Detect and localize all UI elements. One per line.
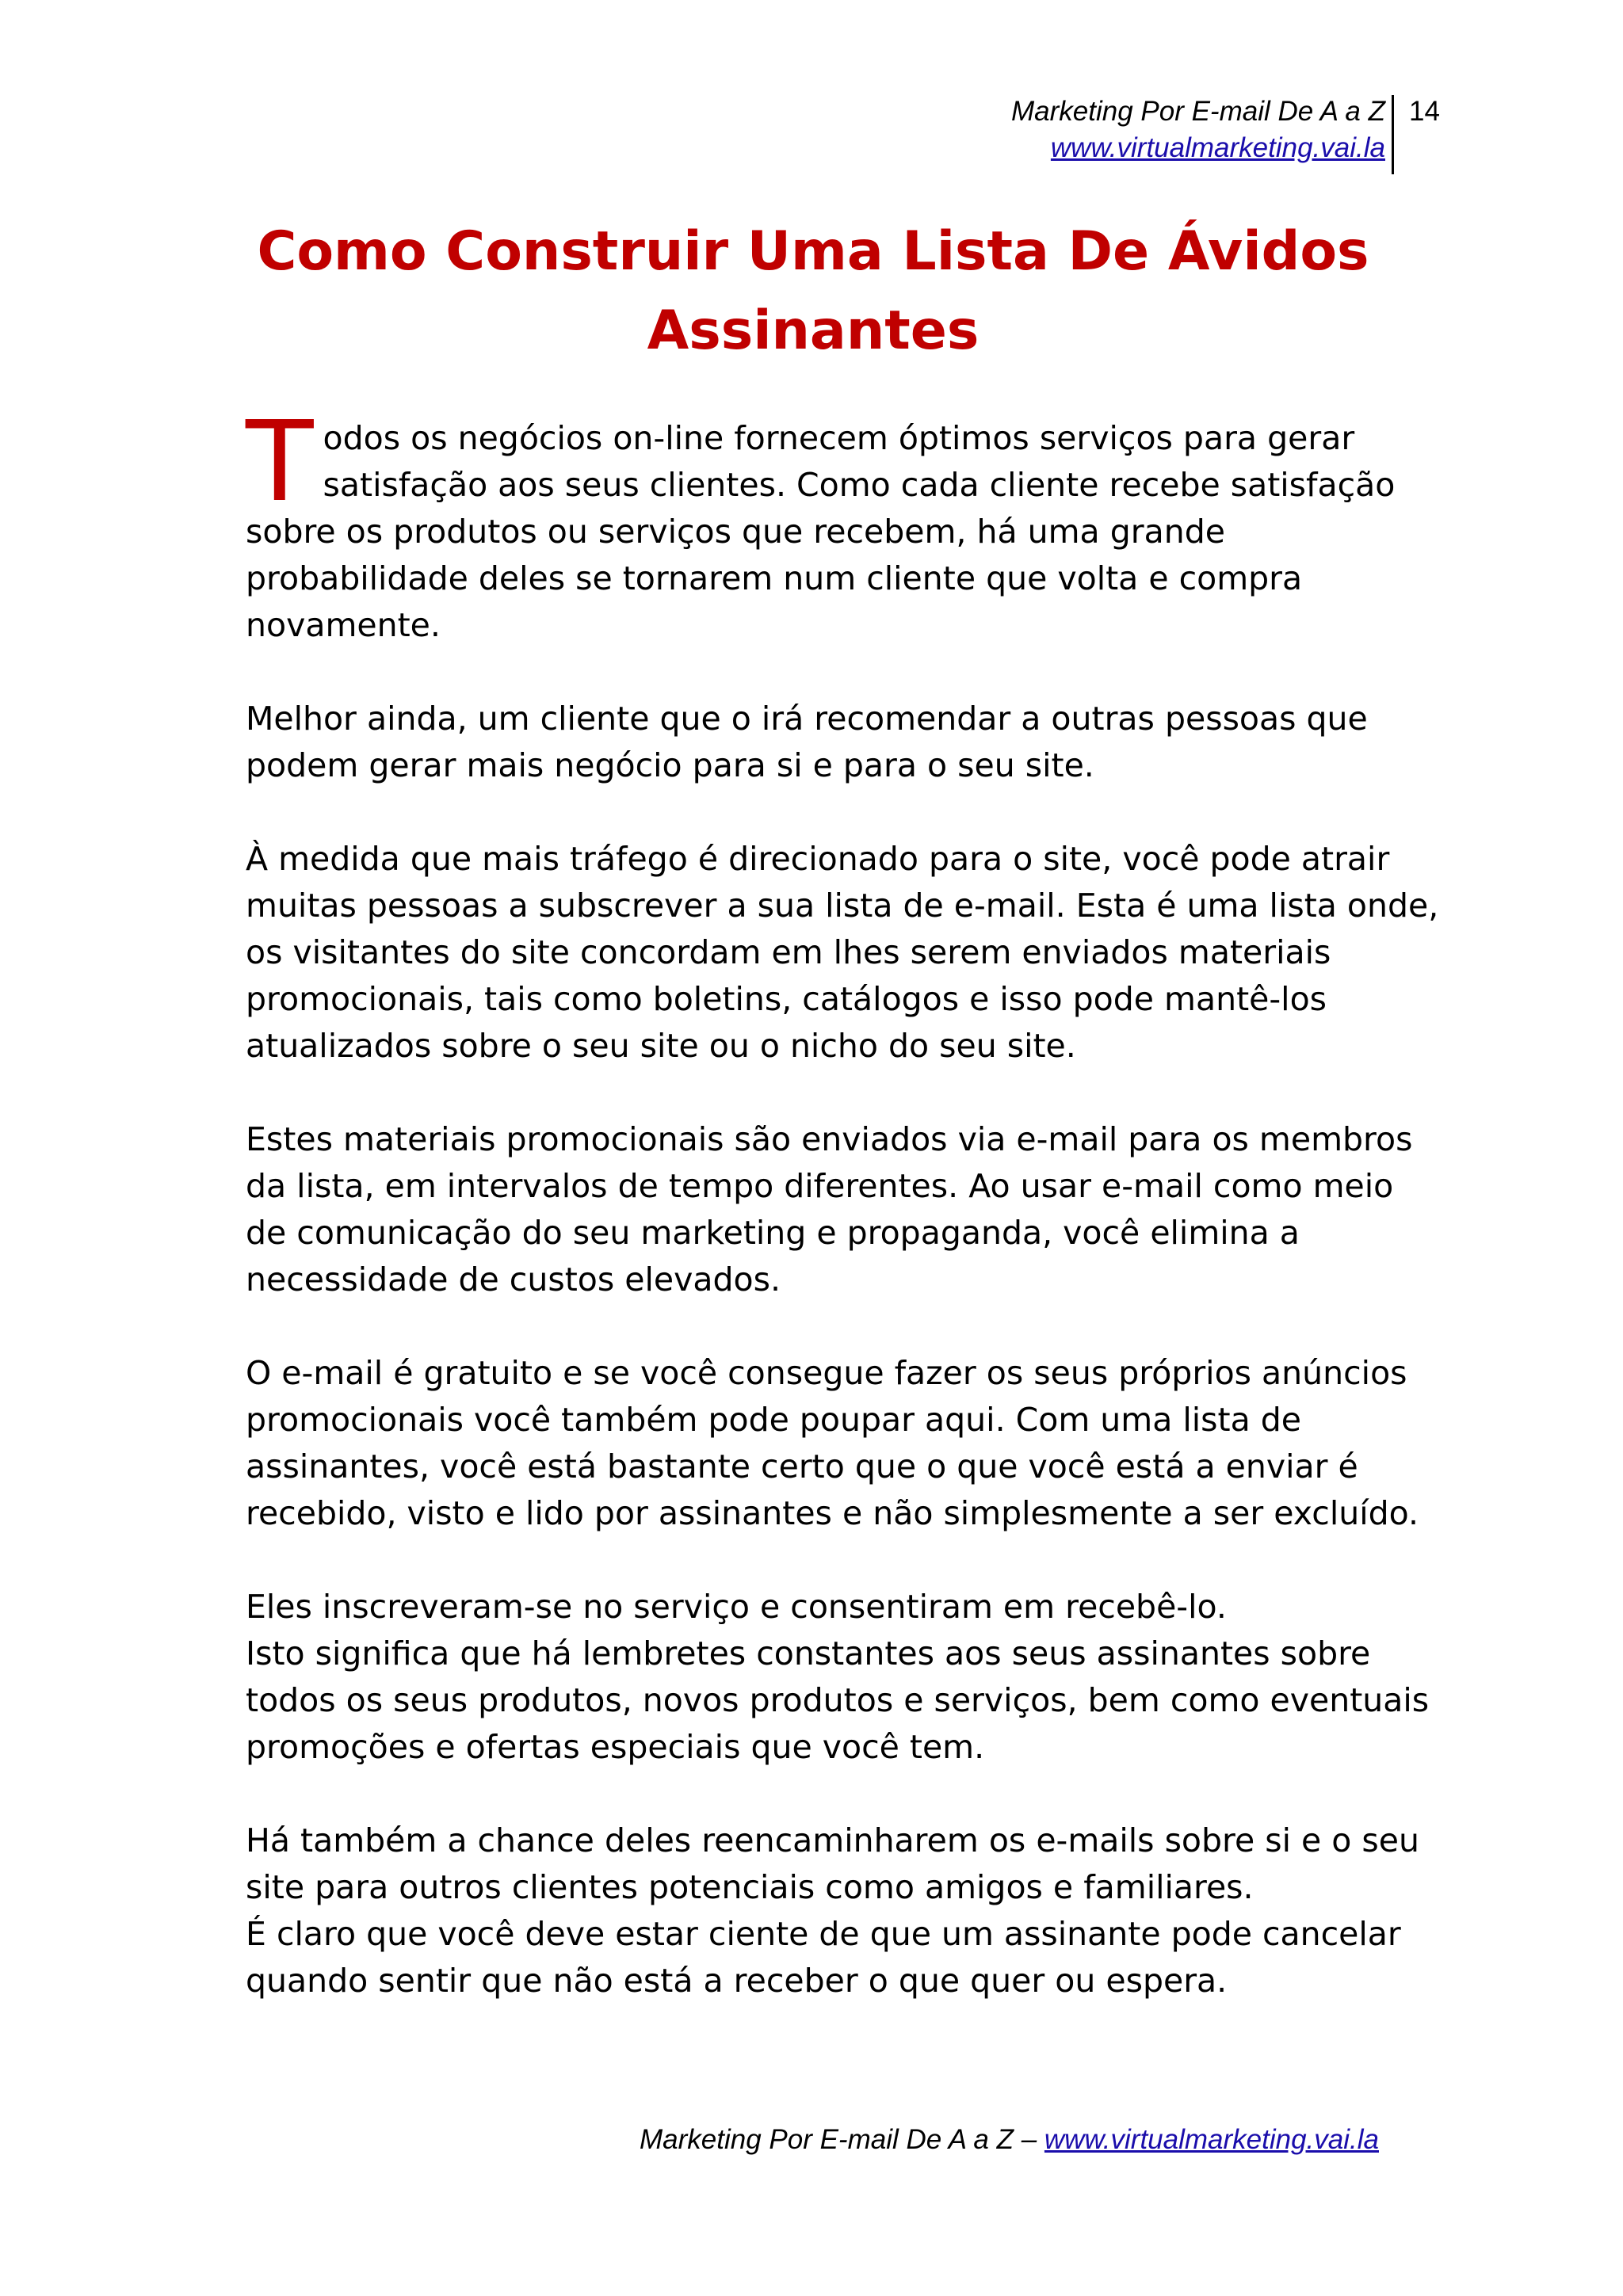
title-line-2: Assinantes <box>647 299 980 362</box>
paragraph <box>246 1817 1419 2004</box>
text-line: quando sentir que não está a receber o que quer ou espera. <box>246 1962 1228 2000</box>
text-line: promoções e ofertas especiais que você tem. <box>246 1728 985 1766</box>
paragraph <box>246 1116 1413 1303</box>
paragraph <box>246 1584 1430 1771</box>
text-line: todos os seus produtos, novos produtos e serviços, bem como eventuais <box>246 1681 1430 1719</box>
text-line: recebido, visto e lido por assinantes e não simplesmente a ser excluído. <box>246 1494 1419 1532</box>
text-line: necessidade de custos elevados. <box>246 1261 781 1299</box>
text-line: Há também a chance deles reencaminharem os e-mails sobre si e o seu <box>246 1821 1419 1859</box>
text-line: site para outros clientes potenciais como amigos e familiares. <box>246 1868 1254 1906</box>
paragraph <box>246 1350 1419 1537</box>
drop-cap: T <box>246 398 314 527</box>
page-title <box>246 212 1381 371</box>
text-line: Eles inscreveram-se no serviço e consentiram em recebê-lo. <box>246 1588 1227 1626</box>
paragraph <box>246 398 1396 649</box>
text-line: À medida que mais tráfego é direcionado para o site, você pode atrair <box>246 840 1390 878</box>
paragraph <box>246 696 1387 789</box>
page-footer <box>640 2122 1379 2158</box>
text-line: atualizados sobre o seu site ou o nicho do seu site. <box>246 1027 1076 1065</box>
text-line: satisfação aos seus clientes. Como cada cliente recebe satisfação <box>323 466 1396 504</box>
text-line: promocionais, tais como boletins, catálogos e isso pode mantê-los <box>246 980 1327 1018</box>
text-line: probabilidade deles se tornarem num cliente que volta e compra <box>246 559 1303 597</box>
text-line: assinantes, você está bastante certo que o que você está a enviar é <box>246 1447 1358 1486</box>
footer-text: Marketing Por E-mail De A a Z – <box>640 2124 1044 2155</box>
text-line: É claro que você deve estar ciente de que um assinante pode cancelar <box>246 1915 1401 1953</box>
text-line: Isto significa que há lembretes constantes aos seus assinantes sobre <box>246 1634 1371 1672</box>
header-title: Marketing Por E-mail De A a Z <box>1011 96 1385 127</box>
text-line: os visitantes do site concordam em lhes serem enviados materiais <box>246 933 1331 971</box>
title-line-1: Como Construir Uma Lista De Ávidos <box>257 220 1369 283</box>
text-line: sobre os produtos ou serviços que recebem, há uma grande <box>246 513 1225 551</box>
body-text <box>246 398 1439 2051</box>
header-link[interactable]: www.virtualmarketing.vai.la <box>1050 132 1385 163</box>
text-line: Estes materiais promocionais são enviados via e-mail para os membros <box>246 1120 1413 1158</box>
text-line: O e-mail é gratuito e se você consegue fazer os seus próprios anúncios <box>246 1354 1407 1392</box>
text-line: muitas pessoas a subscrever a sua lista de e-mail. Esta é uma lista onde, <box>246 887 1439 925</box>
text-line: podem gerar mais negócio para si e para o seu site. <box>246 746 1094 784</box>
text-line: odos os negócios on-line fornecem óptimos serviços para gerar <box>323 419 1355 457</box>
text-line: de comunicação do seu marketing e propaganda, você elimina a <box>246 1214 1300 1252</box>
text-line: Melhor ainda, um cliente que o irá recomendar a outras pessoas que <box>246 700 1368 738</box>
text-line: da lista, em intervalos de tempo diferentes. Ao usar e-mail como meio <box>246 1167 1394 1205</box>
page-header <box>1011 93 1385 166</box>
header-divider <box>1392 95 1394 174</box>
page-number: 14 <box>1409 96 1440 127</box>
paragraph <box>246 836 1439 1070</box>
text-line: novamente. <box>246 606 441 644</box>
footer-link[interactable]: www.virtualmarketing.vai.la <box>1044 2124 1379 2155</box>
text-line: promocionais você também pode poupar aqui. Com uma lista de <box>246 1401 1302 1439</box>
